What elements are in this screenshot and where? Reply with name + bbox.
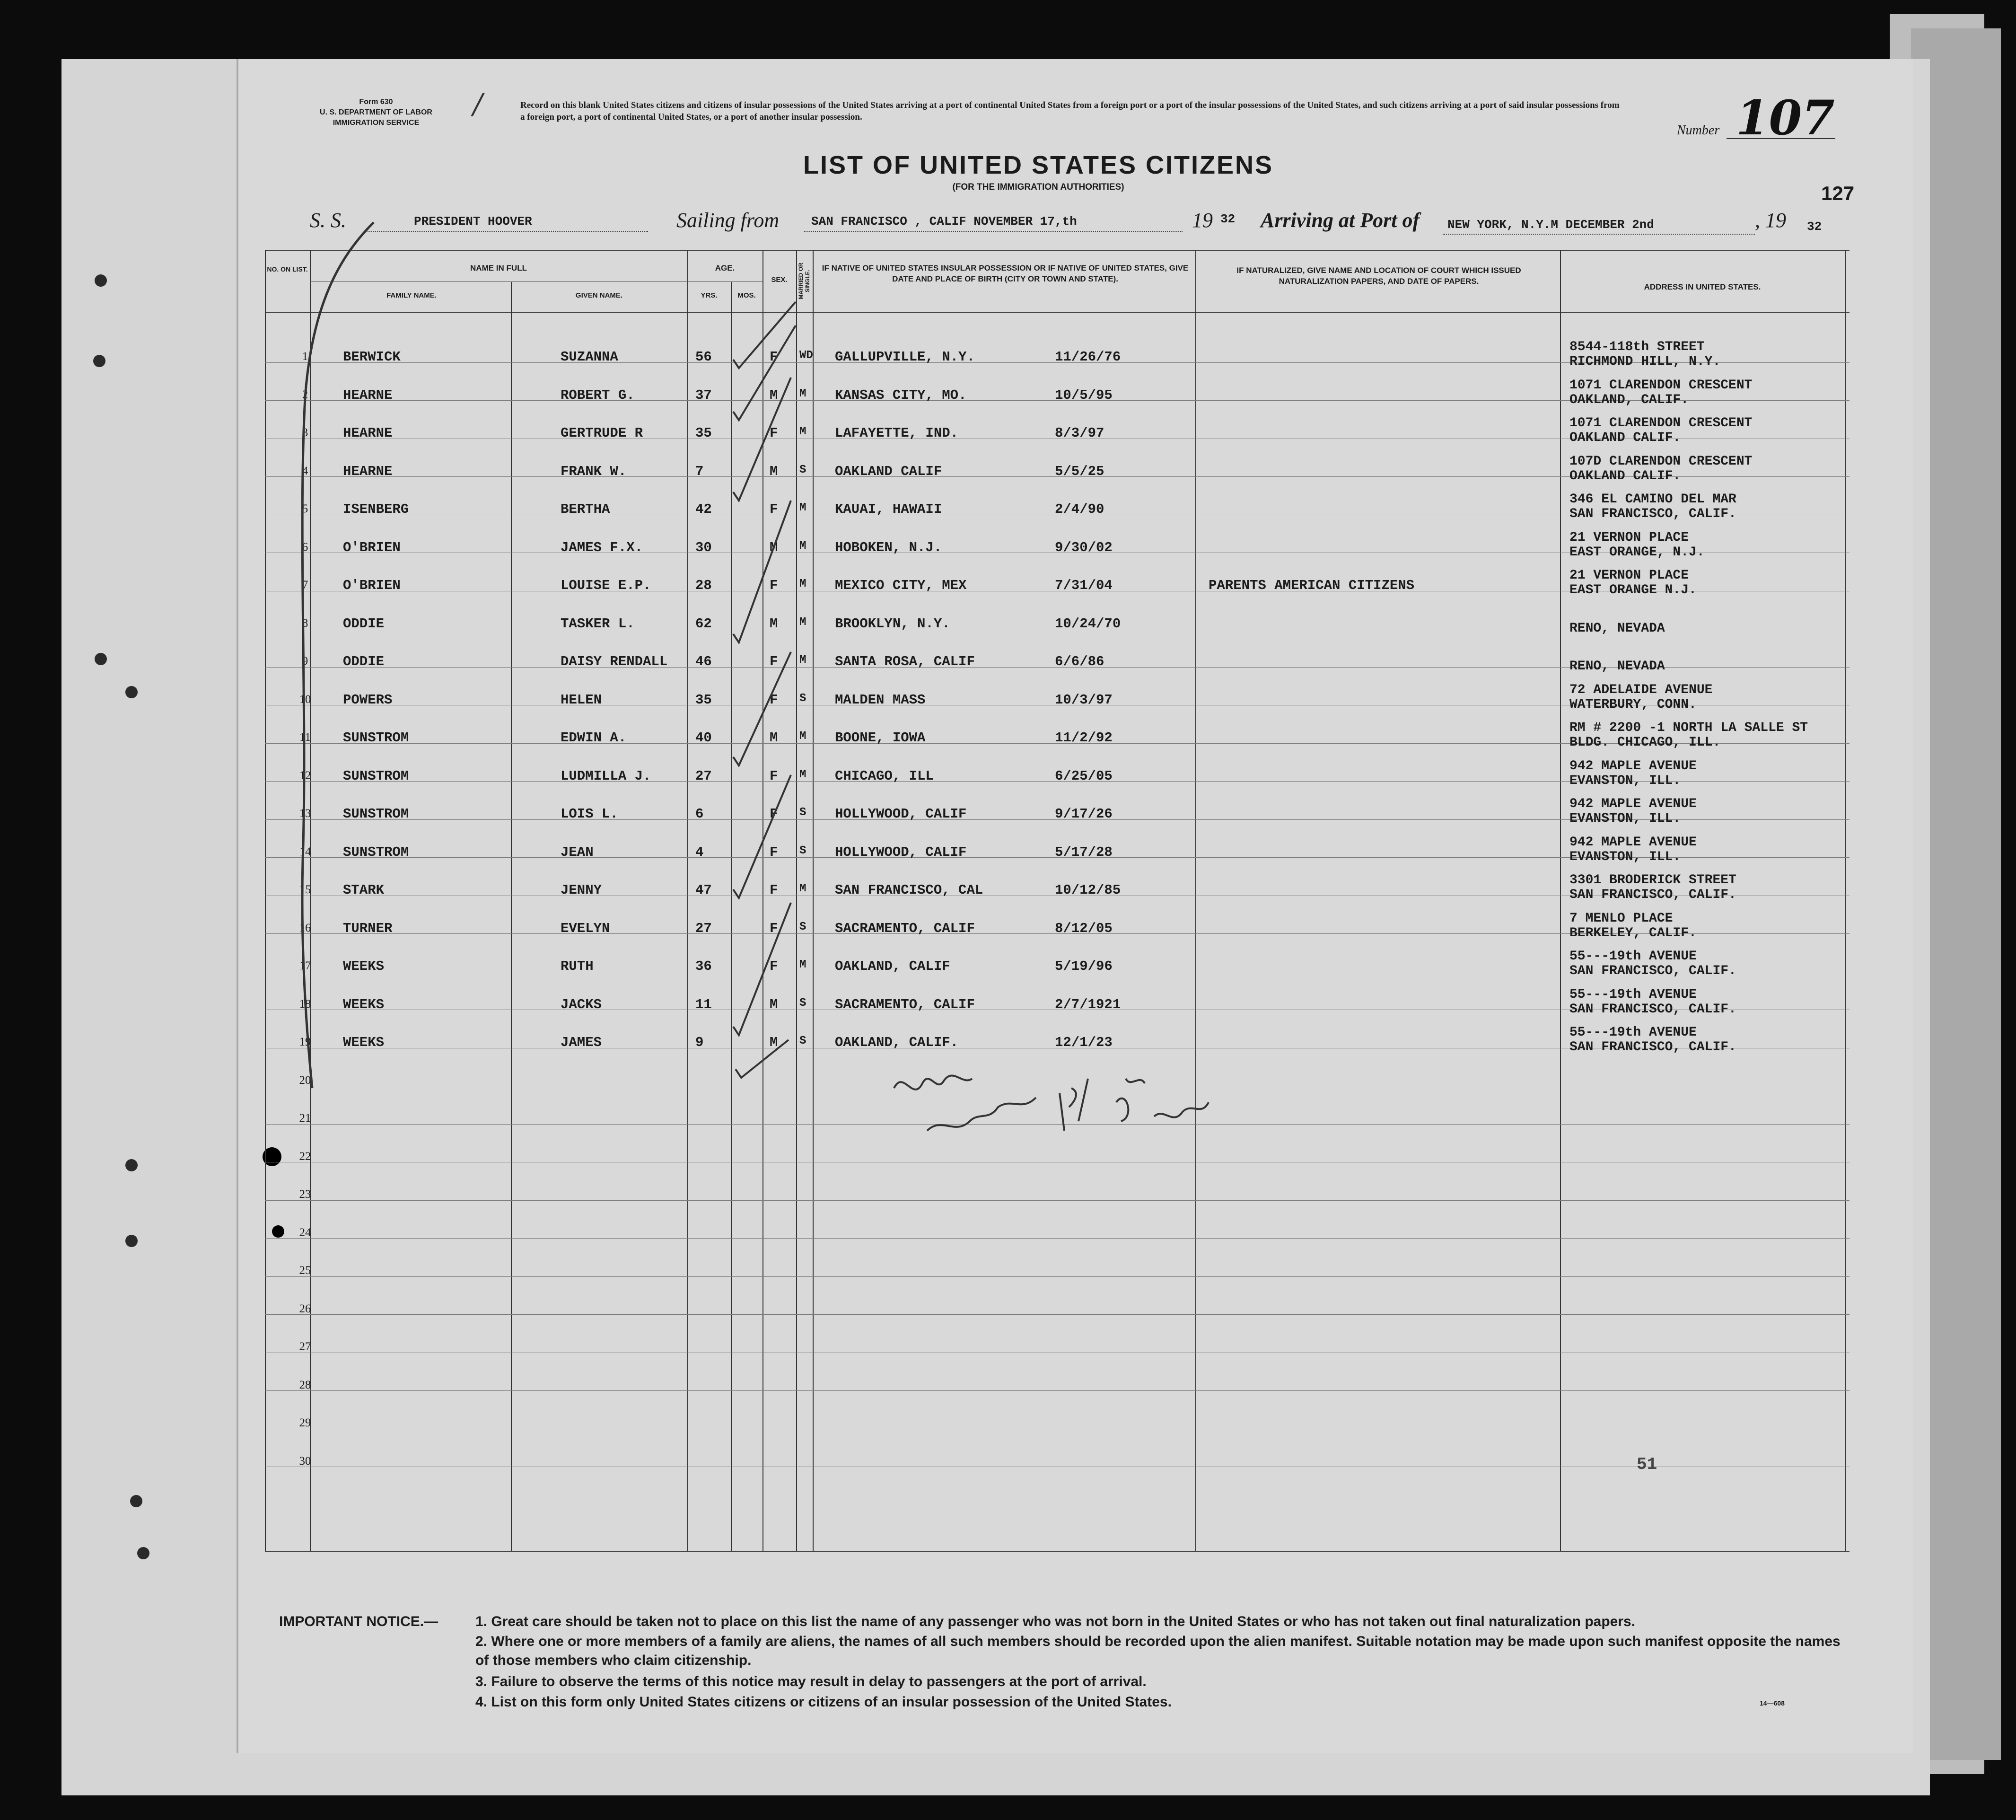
- row-number: 22: [299, 1150, 311, 1163]
- marital-status-cell: S: [799, 844, 806, 857]
- given-name-cell: JAMES F.X.: [561, 539, 643, 555]
- family-name-cell: ISENBERG: [343, 501, 409, 517]
- birth-date-cell: 6/6/86: [1055, 654, 1104, 669]
- marital-status-cell: M: [799, 539, 806, 553]
- given-name-cell: TASKER L.: [561, 615, 635, 632]
- address-line-1: 942 MAPLE AVENUE: [1569, 758, 1697, 774]
- address-line-1: 942 MAPLE AVENUE: [1569, 797, 1697, 811]
- sex-cell: M: [770, 387, 778, 403]
- row-number: 2: [302, 388, 308, 401]
- given-name-cell: JEAN: [561, 844, 594, 860]
- address-line-1: 346 EL CAMINO DEL MAR: [1569, 492, 1736, 507]
- table-col-line: [687, 250, 688, 1551]
- given-name-cell: LOIS L.: [561, 806, 618, 822]
- address-line-1: RM # 2200 -1 NORTH LA SALLE ST: [1569, 721, 1808, 735]
- family-name-cell: POWERS: [343, 692, 393, 708]
- notice-item-4: 4. List on this form only United States citizens or citizens of an insular possession of the United States.: [475, 1694, 1172, 1710]
- sex-cell: F: [770, 501, 778, 517]
- sailing-label: Sailing from: [676, 209, 780, 232]
- birth-date-cell: 9/30/02: [1055, 539, 1113, 555]
- given-name-cell: GERTRUDE R: [561, 425, 643, 441]
- table-col-line: [511, 281, 512, 1551]
- address-line-1: 1071 CLARENDON CRESCENT: [1569, 416, 1753, 431]
- age-cell: 27: [695, 920, 712, 936]
- family-name-cell: O'BRIEN: [343, 539, 401, 555]
- birth-date-cell: 8/12/05: [1055, 920, 1113, 936]
- handwritten-bracket-line: [284, 199, 378, 1098]
- address-line-2: BLDG. CHICAGO, ILL.: [1569, 735, 1721, 750]
- given-name-cell: EVELYN: [561, 920, 610, 936]
- row-number: 24: [299, 1226, 311, 1239]
- age-cell: 36: [695, 958, 712, 974]
- birth-place-cell: SAN FRANCISCO, CAL: [835, 882, 983, 898]
- page-mark: 51: [1637, 1455, 1657, 1474]
- birth-place-cell: OAKLAND CALIF: [835, 463, 942, 479]
- inspector-signature: [889, 1060, 1211, 1178]
- handwritten-mark: /: [473, 88, 483, 121]
- address-line-2: EVANSTON, ILL.: [1569, 849, 1681, 864]
- row-number: 15: [299, 883, 311, 896]
- table-col-line: [265, 250, 266, 1551]
- address-line-2: BERKELEY, CALIF.: [1569, 925, 1697, 941]
- age-cell: 47: [695, 882, 712, 898]
- col-married-single: MARRIED OR SINGLE.: [798, 263, 811, 299]
- row-number: 17: [299, 959, 311, 972]
- table-bottom-border: [265, 1551, 1849, 1552]
- family-name-cell: WEEKS: [343, 1035, 385, 1050]
- birth-date-cell: 12/1/23: [1055, 1035, 1113, 1050]
- ss-label: S. S.: [310, 209, 346, 232]
- address-line-2: RENO, NEVADA: [1569, 659, 1665, 674]
- service: IMMIGRATION SERVICE: [333, 119, 420, 127]
- birth-place-cell: SACRAMENTO, CALIF: [835, 996, 975, 1012]
- department: U. S. DEPARTMENT OF LABOR: [320, 108, 432, 116]
- stamp-number: 127: [1821, 182, 1855, 204]
- birth-place-cell: BOONE, IOWA: [835, 730, 926, 746]
- marital-status-cell: M: [799, 578, 806, 590]
- sex-cell: F: [770, 654, 778, 669]
- sex-cell: F: [770, 920, 778, 936]
- record-instruction: Record on this blank United States citizens and citizens of insular possessions of the United States arriving at a port of continental United States from a foreign port or a port of the insular possessions of the United States, and such citizens arriving at a port of said insular possessions from a foreign port, a port of continental United States, or a port of another insular possession.: [520, 100, 1620, 122]
- row-number: 10: [299, 693, 311, 706]
- birth-place-cell: LAFAYETTE, IND.: [835, 425, 959, 441]
- age-cell: 35: [695, 425, 712, 441]
- age-cell: 46: [695, 654, 712, 669]
- row-rule: [265, 1314, 1849, 1315]
- marital-status-cell: S: [799, 1035, 806, 1047]
- col-no: NO. ON LIST.: [267, 265, 308, 273]
- family-name-cell: SUNSTROM: [343, 768, 409, 784]
- family-name-cell: SUNSTROM: [343, 806, 409, 822]
- binder-hole: [130, 1495, 142, 1507]
- birth-date-cell: 5/5/25: [1055, 463, 1104, 479]
- age-subheader-line: [687, 281, 763, 282]
- given-name-cell: JENNY: [561, 882, 602, 898]
- age-cell: 42: [695, 501, 712, 517]
- sex-cell: F: [770, 844, 778, 860]
- row-number: 9: [302, 655, 308, 668]
- row-number: 19: [299, 1036, 311, 1048]
- arriving-line: [1443, 234, 1755, 235]
- row-number: 13: [299, 807, 311, 820]
- col-mos: MOS.: [737, 291, 756, 299]
- check-marks: [724, 293, 809, 1098]
- row-number: 14: [299, 845, 311, 858]
- age-cell: 27: [695, 768, 712, 784]
- ship-line: [364, 231, 648, 232]
- row-number: 23: [299, 1188, 311, 1201]
- row-number: 30: [299, 1454, 311, 1468]
- binder-hole: [95, 653, 107, 665]
- given-name-cell: EDWIN A.: [561, 730, 627, 746]
- row-number: 27: [299, 1340, 311, 1353]
- address-line-1: 942 MAPLE AVENUE: [1569, 835, 1697, 850]
- marital-status-cell: M: [799, 958, 806, 971]
- given-name-cell: JAMES: [561, 1035, 602, 1050]
- age-cell: 30: [695, 539, 712, 555]
- row-number: 8: [302, 616, 308, 630]
- col-address: ADDRESS IN UNITED STATES.: [1644, 282, 1761, 291]
- marital-status-cell: M: [799, 615, 806, 629]
- address-line-2: OAKLAND, CALIF.: [1569, 392, 1689, 407]
- birth-date-cell: 6/25/05: [1055, 768, 1113, 784]
- marital-status-cell: S: [799, 692, 806, 705]
- birth-place-cell: OAKLAND, CALIF.: [835, 1035, 959, 1050]
- birth-date-cell: 5/17/28: [1055, 844, 1113, 860]
- birth-place-cell: MEXICO CITY, MEX: [835, 578, 967, 593]
- given-name-cell: ROBERT G.: [561, 387, 635, 403]
- address-line-1: 107D CLARENDON CRESCENT: [1569, 454, 1753, 469]
- sex-cell: F: [770, 349, 778, 365]
- given-name-cell: RUTH: [561, 958, 594, 974]
- birth-place-cell: HOLLYWOOD, CALIF: [835, 806, 967, 822]
- sex-cell: M: [770, 730, 778, 746]
- binder-hole: [95, 274, 107, 287]
- sex-cell: F: [770, 578, 778, 593]
- notice-item-2: 2. Where one or more members of a family are aliens, the names of all such members should be recorded upon the alien manifest. Suitable notation may be made upon such manifest opposite the names of those members who claim citizenship.: [475, 1634, 1841, 1668]
- table-header-border: [265, 312, 1849, 313]
- row-number: 7: [302, 579, 308, 591]
- age-cell: 11: [695, 996, 712, 1012]
- birth-place-cell: BROOKLYN, N.Y.: [835, 615, 950, 632]
- col-given-name: GIVEN NAME.: [575, 291, 623, 299]
- col-age: AGE.: [715, 264, 735, 273]
- address-line-2: EVANSTON, ILL.: [1569, 773, 1681, 788]
- birth-place-cell: SACRAMENTO, CALIF: [835, 920, 975, 936]
- given-name-cell: DAISY RENDALL: [561, 654, 668, 669]
- age-cell: 7: [695, 463, 704, 479]
- arriving-label: Arriving at Port of: [1261, 209, 1420, 232]
- birth-place-cell: KANSAS CITY, MO.: [835, 387, 967, 403]
- birth-date-cell: 10/5/95: [1055, 387, 1113, 403]
- address-line-2: WATERBURY, CONN.: [1569, 697, 1697, 712]
- address-line-1: 21 VERNON PLACE: [1569, 568, 1689, 583]
- age-cell: 56: [695, 349, 712, 365]
- notice-form-code: 14—608: [1760, 1699, 1785, 1707]
- row-number: 3: [302, 426, 308, 439]
- sex-cell: M: [770, 463, 778, 479]
- sex-cell: F: [770, 768, 778, 784]
- row-rule: [265, 1390, 1849, 1391]
- family-name-cell: WEEKS: [343, 958, 385, 974]
- family-name-cell: STARK: [343, 882, 385, 898]
- number-label: Number: [1677, 123, 1720, 138]
- birth-place-cell: HOBOKEN, N.J.: [835, 539, 942, 555]
- family-name-cell: WEEKS: [343, 996, 385, 1012]
- number-value: 107: [1736, 90, 1835, 146]
- row-number: 1: [302, 350, 308, 363]
- marital-status-cell: M: [799, 768, 806, 781]
- col-name-in-full: NAME IN FULL: [470, 264, 527, 273]
- sex-cell: F: [770, 806, 778, 822]
- table-col-line: [1195, 250, 1196, 1551]
- birth-place-cell: SANTA ROSA, CALIF: [835, 654, 975, 669]
- sex-cell: M: [770, 539, 778, 555]
- birth-place-cell: HOLLYWOOD, CALIF: [835, 844, 967, 860]
- marital-status-cell: M: [799, 654, 806, 667]
- row-number: 29: [299, 1416, 311, 1429]
- family-name-cell: SUNSTROM: [343, 844, 409, 860]
- address-line-2: RICHMOND HILL, N.Y.: [1569, 354, 1721, 369]
- address-line-2: SAN FRANCISCO, CALIF.: [1569, 507, 1736, 521]
- family-name-cell: O'BRIEN: [343, 578, 401, 593]
- col-birth: IF NATIVE OF UNITED STATES INSULAR POSSESSION OR IF NATIVE OF UNITED STATES, GIVE DATE AND PLACE OF BIRTH (CITY OR TOWN AND STATE).: [822, 264, 1189, 283]
- arriving-port: NEW YORK, N.Y.M DECEMBER 2nd: [1447, 218, 1654, 232]
- row-number: 5: [302, 502, 308, 515]
- address-line-1: 55---19th AVENUE: [1569, 949, 1697, 964]
- birth-date-cell: 9/17/26: [1055, 806, 1113, 822]
- birth-place-cell: MALDEN MASS: [835, 692, 926, 708]
- address-line-2: EVANSTON, ILL.: [1569, 811, 1681, 826]
- address-line-2: OAKLAND CALIF.: [1569, 468, 1681, 484]
- birth-date-cell: 5/19/96: [1055, 958, 1113, 974]
- row-rule: [265, 1238, 1849, 1239]
- row-number: 16: [299, 921, 311, 934]
- marital-status-cell: M: [799, 425, 806, 438]
- year-prefix: 19: [1192, 209, 1213, 232]
- birth-date-cell: 8/3/97: [1055, 425, 1104, 441]
- row-number: 11: [299, 731, 311, 744]
- birth-date-cell: 10/12/85: [1055, 882, 1121, 898]
- address-line-1: 21 VERNON PLACE: [1569, 530, 1689, 545]
- table-top-border: [265, 250, 1849, 251]
- family-name-cell: HEARNE: [343, 425, 393, 441]
- marital-status-cell: S: [799, 996, 806, 1010]
- row-number: 18: [299, 997, 311, 1011]
- address-line-2: SAN FRANCISCO, CALIF.: [1569, 1002, 1736, 1017]
- sex-cell: M: [770, 1035, 778, 1050]
- family-name-cell: HEARNE: [343, 463, 393, 479]
- marital-status-cell: M: [799, 882, 806, 895]
- birth-date-cell: 10/24/70: [1055, 615, 1121, 632]
- age-cell: 35: [695, 692, 712, 708]
- given-name-cell: LOUISE E.P.: [561, 578, 651, 593]
- row-number: 26: [299, 1302, 311, 1315]
- year-suffix-2: 32: [1807, 220, 1822, 234]
- row-number: 21: [299, 1112, 311, 1125]
- family-name-cell: ODDIE: [343, 654, 385, 669]
- birth-date-cell: 11/2/92: [1055, 730, 1113, 746]
- address-line-2: EAST ORANGE, N.J.: [1569, 545, 1705, 560]
- birth-place-cell: GALLUPVILLE, N.Y.: [835, 349, 975, 365]
- address-line-1: 72 ADELAIDE AVENUE: [1569, 682, 1713, 697]
- year-suffix: 32: [1220, 212, 1236, 226]
- age-cell: 37: [695, 387, 712, 403]
- form-number: Form 630: [359, 98, 393, 106]
- row-rule: [265, 1276, 1849, 1277]
- sex-cell: M: [770, 996, 778, 1012]
- age-cell: 28: [695, 578, 712, 593]
- birth-date-cell: 10/3/97: [1055, 692, 1113, 708]
- address-line-1: 7 MENLO PLACE: [1569, 911, 1673, 926]
- naturalized-cell: PARENTS AMERICAN CITIZENS: [1209, 578, 1415, 593]
- birth-place-cell: CHICAGO, ILL: [835, 768, 934, 784]
- age-cell: 6: [695, 806, 704, 822]
- sex-cell: M: [770, 615, 778, 632]
- age-cell: 40: [695, 730, 712, 746]
- binder-hole: [93, 355, 105, 367]
- family-name-cell: TURNER: [343, 920, 393, 936]
- marital-status-cell: S: [799, 463, 806, 476]
- given-name-cell: SUZANNA: [561, 349, 618, 365]
- age-cell: 4: [695, 844, 704, 860]
- address-line-1: 55---19th AVENUE: [1569, 987, 1697, 1002]
- notice-heading: IMPORTANT NOTICE.—: [279, 1614, 438, 1629]
- birth-date-cell: 2/7/1921: [1055, 996, 1121, 1012]
- row-number: 6: [302, 540, 308, 554]
- table-col-line: [813, 250, 814, 1551]
- address-line-1: 3301 BRODERICK STREET: [1569, 873, 1736, 888]
- marital-status-cell: M: [799, 501, 806, 514]
- table-col-line: [1560, 250, 1561, 1551]
- marital-status-cell: S: [799, 920, 806, 933]
- binder-hole: [125, 686, 138, 698]
- table-col-line: [1845, 250, 1846, 1551]
- marital-status-cell: WD: [799, 349, 813, 362]
- row-number: 12: [299, 769, 311, 782]
- given-name-cell: JACKS: [561, 996, 602, 1012]
- sex-cell: F: [770, 425, 778, 441]
- given-name-cell: BERTHA: [561, 501, 610, 517]
- birth-place-cell: KAUAI, HAWAII: [835, 501, 942, 517]
- address-line-2: SAN FRANCISCO, CALIF.: [1569, 964, 1736, 978]
- sex-cell: F: [770, 692, 778, 708]
- col-yrs: YRS.: [701, 291, 718, 299]
- col-sex: SEX.: [771, 276, 788, 284]
- address-line-1: 55---19th AVENUE: [1569, 1025, 1697, 1040]
- age-cell: 9: [695, 1035, 704, 1050]
- address-line-2: EAST ORANGE N.J.: [1569, 583, 1697, 598]
- birth-date-cell: 7/31/04: [1055, 578, 1113, 593]
- address-line-1: 8544-118th STREET: [1569, 340, 1705, 354]
- address-line-2: RENO, NEVADA: [1569, 621, 1665, 636]
- sailing-line: [804, 231, 1183, 232]
- marital-status-cell: M: [799, 730, 806, 743]
- binder-hole: [137, 1547, 149, 1559]
- binder-hole: [125, 1159, 138, 1171]
- birth-place-cell: OAKLAND, CALIF: [835, 958, 950, 974]
- sailing-from: SAN FRANCISCO , CALIF NOVEMBER 17,th: [811, 214, 1077, 229]
- page-subtitle: (FOR THE IMMIGRATION AUTHORITIES): [952, 182, 1124, 192]
- marital-status-cell: M: [799, 387, 806, 400]
- family-name-cell: BERWICK: [343, 349, 401, 365]
- col-family-name: FAMILY NAME.: [386, 291, 437, 299]
- sex-cell: F: [770, 882, 778, 898]
- address-line-1: 1071 CLARENDON CRESCENT: [1569, 378, 1753, 393]
- given-name-cell: HELEN: [561, 692, 602, 708]
- notice-item-1: 1. Great care should be taken not to place on this list the name of any passenger who was not born in the United States or who has not taken out final naturalization papers.: [475, 1614, 1636, 1629]
- family-name-cell: SUNSTROM: [343, 730, 409, 746]
- given-name-cell: FRANK W.: [561, 463, 627, 479]
- birth-date-cell: 11/26/76: [1055, 349, 1121, 365]
- form-identifier: [265, 97, 487, 128]
- age-cell: 62: [695, 615, 712, 632]
- row-number: 25: [299, 1264, 311, 1277]
- row-number: 28: [299, 1378, 311, 1391]
- address-line-2: OAKLAND CALIF.: [1569, 431, 1681, 445]
- address-line-2: SAN FRANCISCO, CALIF.: [1569, 888, 1736, 902]
- col-naturalized: IF NATURALIZED, GIVE NAME AND LOCATION OF COURT WHICH ISSUED NATURALIZATION PAPERS, AND DATE OF PAPERS.: [1236, 266, 1521, 286]
- family-name-cell: ODDIE: [343, 615, 385, 632]
- year-prefix-2: , 19: [1755, 209, 1786, 232]
- marital-status-cell: S: [799, 806, 806, 819]
- given-name-cell: LUDMILLA J.: [561, 768, 651, 784]
- manifest-page-inner: [237, 59, 1913, 1753]
- sex-cell: F: [770, 958, 778, 974]
- birth-date-cell: 2/4/90: [1055, 501, 1104, 517]
- row-number: 4: [302, 464, 308, 477]
- page-title: LIST OF UNITED STATES CITIZENS: [803, 151, 1273, 179]
- family-name-cell: HEARNE: [343, 387, 393, 403]
- ship-name: PRESIDENT HOOVER: [414, 214, 532, 229]
- row-number: 20: [299, 1073, 311, 1087]
- notice-item-3: 3. Failure to observe the terms of this notice may result in delay to passengers at the port of arrival.: [475, 1674, 1147, 1689]
- binder-hole: [125, 1235, 138, 1247]
- address-line-2: SAN FRANCISCO, CALIF.: [1569, 1040, 1736, 1055]
- row-rule: [265, 1200, 1849, 1201]
